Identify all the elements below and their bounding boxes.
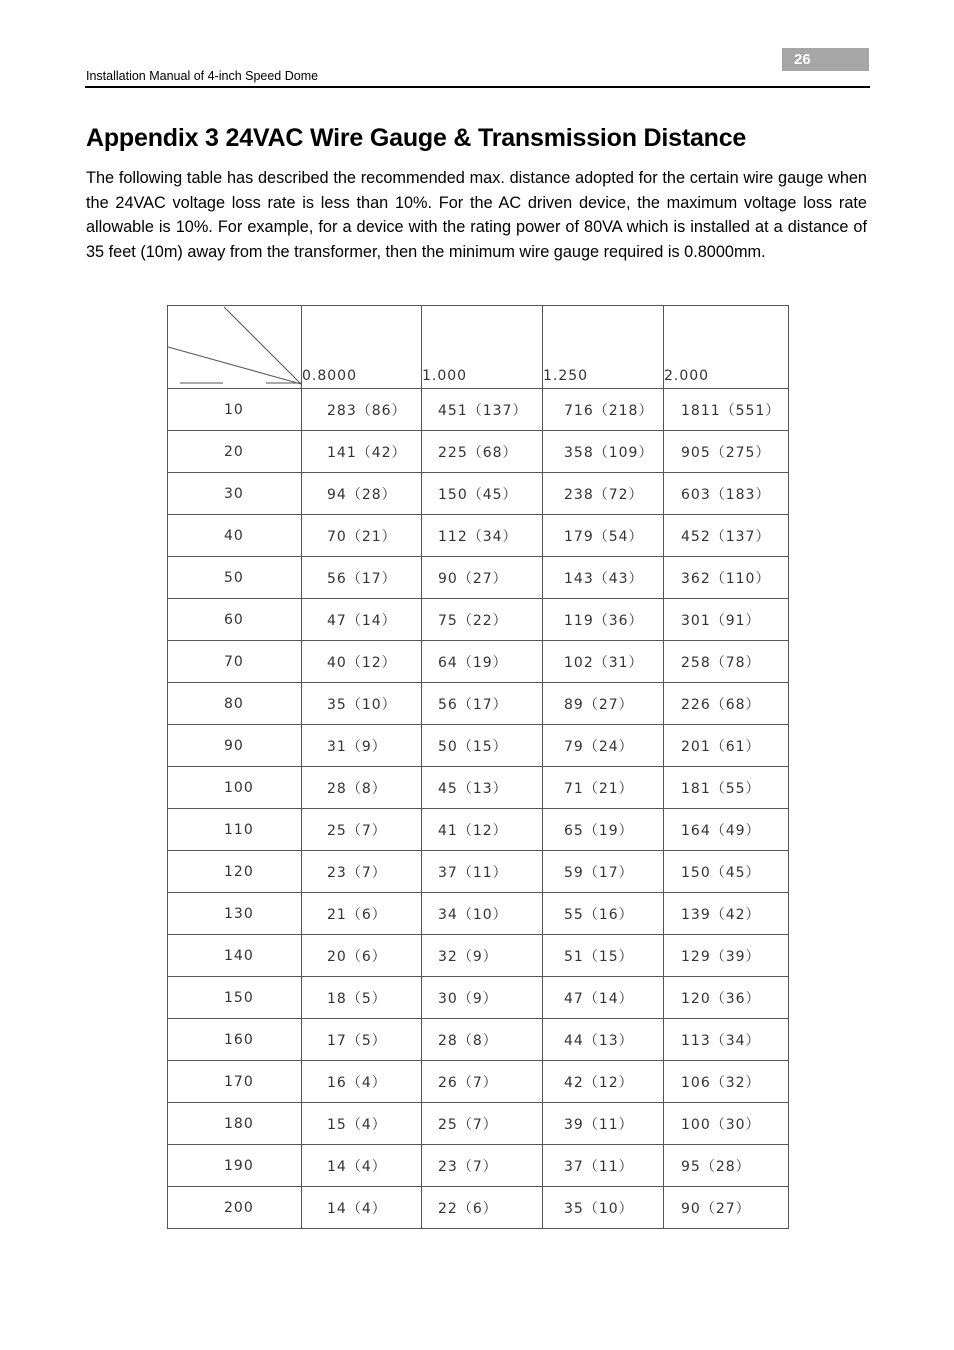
distance-value-cell: 129（39） xyxy=(664,935,789,977)
distance-value-cell: 139（42） xyxy=(664,893,789,935)
distance-cell: 110 xyxy=(168,809,302,851)
distance-value-cell: 41（12） xyxy=(422,809,543,851)
distance-cell: 200 xyxy=(168,1187,302,1229)
table-row xyxy=(168,515,789,557)
distance-value-cell: 716（218） xyxy=(543,389,664,431)
running-header-title: Installation Manual of 4-inch Speed Dome xyxy=(86,69,319,83)
distance-value-cell: 14（4） xyxy=(302,1145,422,1187)
distance-value-cell: 201（61） xyxy=(664,725,789,767)
distance-value-cell: 94（28） xyxy=(302,473,422,515)
distance-value-cell: 905（275） xyxy=(664,431,789,473)
distance-value-cell: 150（45） xyxy=(422,473,543,515)
distance-value-cell: 28（8） xyxy=(422,1019,543,1061)
distance-value-cell: 26（7） xyxy=(422,1061,543,1103)
distance-cell: 100 xyxy=(168,767,302,809)
distance-value-cell: 71（21） xyxy=(543,767,664,809)
distance-value-cell: 56（17） xyxy=(422,683,543,725)
distance-value-cell: 452（137） xyxy=(664,515,789,557)
distance-value-cell: 25（7） xyxy=(422,1103,543,1145)
distance-value-cell: 181（55） xyxy=(664,767,789,809)
distance-value-cell: 56（17） xyxy=(302,557,422,599)
distance-value-cell: 51（15） xyxy=(543,935,664,977)
table-row xyxy=(168,809,789,851)
distance-value-cell: 22（6） xyxy=(422,1187,543,1229)
distance-value-cell: 59（17） xyxy=(543,851,664,893)
distance-cell: 40 xyxy=(168,515,302,557)
header-divider xyxy=(85,86,870,88)
distance-value-cell: 50（15） xyxy=(422,725,543,767)
distance-value-cell: 164（49） xyxy=(664,809,789,851)
distance-cell: 160 xyxy=(168,1019,302,1061)
distance-value-cell: 21（6） xyxy=(302,893,422,935)
distance-cell: 60 xyxy=(168,599,302,641)
distance-value-cell: 179（54） xyxy=(543,515,664,557)
distance-value-cell: 35（10） xyxy=(543,1187,664,1229)
distance-value-cell: 143（43） xyxy=(543,557,664,599)
distance-value-cell: 64（19） xyxy=(422,641,543,683)
distance-value-cell: 119（36） xyxy=(543,599,664,641)
distance-value-cell: 102（31） xyxy=(543,641,664,683)
distance-value-cell: 65（19） xyxy=(543,809,664,851)
table-row xyxy=(168,725,789,767)
table-row xyxy=(168,473,789,515)
distance-value-cell: 283（86） xyxy=(302,389,422,431)
distance-value-cell: 89（27） xyxy=(543,683,664,725)
distance-value-cell: 225（68） xyxy=(422,431,543,473)
distance-cell: 20 xyxy=(168,431,302,473)
table-row xyxy=(168,977,789,1019)
distance-value-cell: 42（12） xyxy=(543,1061,664,1103)
table-row xyxy=(168,641,789,683)
distance-value-cell: 113（34） xyxy=(664,1019,789,1061)
table-row xyxy=(168,1187,789,1229)
diagonal-corner-cell xyxy=(168,306,302,389)
distance-value-cell: 362（110） xyxy=(664,557,789,599)
distance-value-cell: 30（9） xyxy=(422,977,543,1019)
distance-value-cell: 17（5） xyxy=(302,1019,422,1061)
distance-cell: 120 xyxy=(168,851,302,893)
distance-cell: 140 xyxy=(168,935,302,977)
table-row xyxy=(168,851,789,893)
table-row xyxy=(168,1061,789,1103)
table-row xyxy=(168,767,789,809)
distance-value-cell: 31（9） xyxy=(302,725,422,767)
intro-paragraph: The following table has described the recommended max. distance adopted for the certain wire gauge when the 24VAC voltage loss rate is less than 10%. For the AC driven device, the maximum voltage loss rate allowable is 10%. For example, for a device with the rating power of 80VA which is installed at a distance of 35 feet (10m) away from the transformer, then the minimum wire gauge required is 0.8000mm. xyxy=(86,169,867,262)
distance-value-cell: 18（5） xyxy=(302,977,422,1019)
distance-value-cell: 112（34） xyxy=(422,515,543,557)
distance-value-cell: 28（8） xyxy=(302,767,422,809)
distance-value-cell: 70（21） xyxy=(302,515,422,557)
distance-value-cell: 45（13） xyxy=(422,767,543,809)
table-row xyxy=(168,557,789,599)
distance-value-cell: 40（12） xyxy=(302,641,422,683)
distance-cell: 80 xyxy=(168,683,302,725)
distance-cell: 50 xyxy=(168,557,302,599)
distance-value-cell: 14（4） xyxy=(302,1187,422,1229)
distance-value-cell: 100（30） xyxy=(664,1103,789,1145)
page-number: 26 xyxy=(782,48,869,71)
distance-value-cell: 39（11） xyxy=(543,1103,664,1145)
distance-value-cell: 451（137） xyxy=(422,389,543,431)
distance-value-cell: 120（36） xyxy=(664,977,789,1019)
distance-value-cell: 90（27） xyxy=(664,1187,789,1229)
distance-cell: 70 xyxy=(168,641,302,683)
distance-cell: 190 xyxy=(168,1145,302,1187)
distance-value-cell: 15（4） xyxy=(302,1103,422,1145)
gauge-header: 1.000 xyxy=(422,306,543,389)
table-row xyxy=(168,1145,789,1187)
distance-value-cell: 226（68） xyxy=(664,683,789,725)
distance-value-cell: 1811（551） xyxy=(664,389,789,431)
table-row xyxy=(168,431,789,473)
distance-value-cell: 23（7） xyxy=(302,851,422,893)
distance-cell: 180 xyxy=(168,1103,302,1145)
distance-value-cell: 141（42） xyxy=(302,431,422,473)
distance-value-cell: 150（45） xyxy=(664,851,789,893)
distance-cell: 90 xyxy=(168,725,302,767)
table-row xyxy=(168,1019,789,1061)
table-row xyxy=(168,893,789,935)
distance-value-cell: 106（32） xyxy=(664,1061,789,1103)
distance-value-cell: 23（7） xyxy=(422,1145,543,1187)
distance-value-cell: 79（24） xyxy=(543,725,664,767)
distance-value-cell: 95（28） xyxy=(664,1145,789,1187)
distance-value-cell: 34（10） xyxy=(422,893,543,935)
distance-value-cell: 16（4） xyxy=(302,1061,422,1103)
distance-cell: 30 xyxy=(168,473,302,515)
distance-value-cell: 301（91） xyxy=(664,599,789,641)
distance-cell: 130 xyxy=(168,893,302,935)
distance-cell: 10 xyxy=(168,389,302,431)
table-row xyxy=(168,599,789,641)
table-row xyxy=(168,389,789,431)
distance-cell: 150 xyxy=(168,977,302,1019)
table-row xyxy=(168,1103,789,1145)
distance-value-cell: 238（72） xyxy=(543,473,664,515)
distance-value-cell: 32（9） xyxy=(422,935,543,977)
table-row xyxy=(168,683,789,725)
distance-value-cell: 603（183） xyxy=(664,473,789,515)
gauge-header: 2.000 xyxy=(664,306,789,389)
corner-diagonal-lines xyxy=(168,306,302,385)
distance-value-cell: 35（10） xyxy=(302,683,422,725)
distance-value-cell: 358（109） xyxy=(543,431,664,473)
distance-value-cell: 25（7） xyxy=(302,809,422,851)
distance-cell: 170 xyxy=(168,1061,302,1103)
distance-value-cell: 37（11） xyxy=(543,1145,664,1187)
distance-value-cell: 20（6） xyxy=(302,935,422,977)
gauge-header: 0.8000 xyxy=(302,306,422,389)
distance-value-cell: 55（16） xyxy=(543,893,664,935)
wire-gauge-table xyxy=(167,305,789,1229)
table-header-row xyxy=(168,306,789,389)
distance-value-cell: 44（13） xyxy=(543,1019,664,1061)
distance-value-cell: 90（27） xyxy=(422,557,543,599)
table-row xyxy=(168,935,789,977)
distance-value-cell: 75（22） xyxy=(422,599,543,641)
gauge-header: 1.250 xyxy=(543,306,664,389)
distance-value-cell: 47（14） xyxy=(543,977,664,1019)
distance-value-cell: 47（14） xyxy=(302,599,422,641)
appendix-heading: Appendix 3 24VAC Wire Gauge & Transmission Distance xyxy=(86,124,747,152)
distance-value-cell: 37（11） xyxy=(422,851,543,893)
distance-value-cell: 258（78） xyxy=(664,641,789,683)
